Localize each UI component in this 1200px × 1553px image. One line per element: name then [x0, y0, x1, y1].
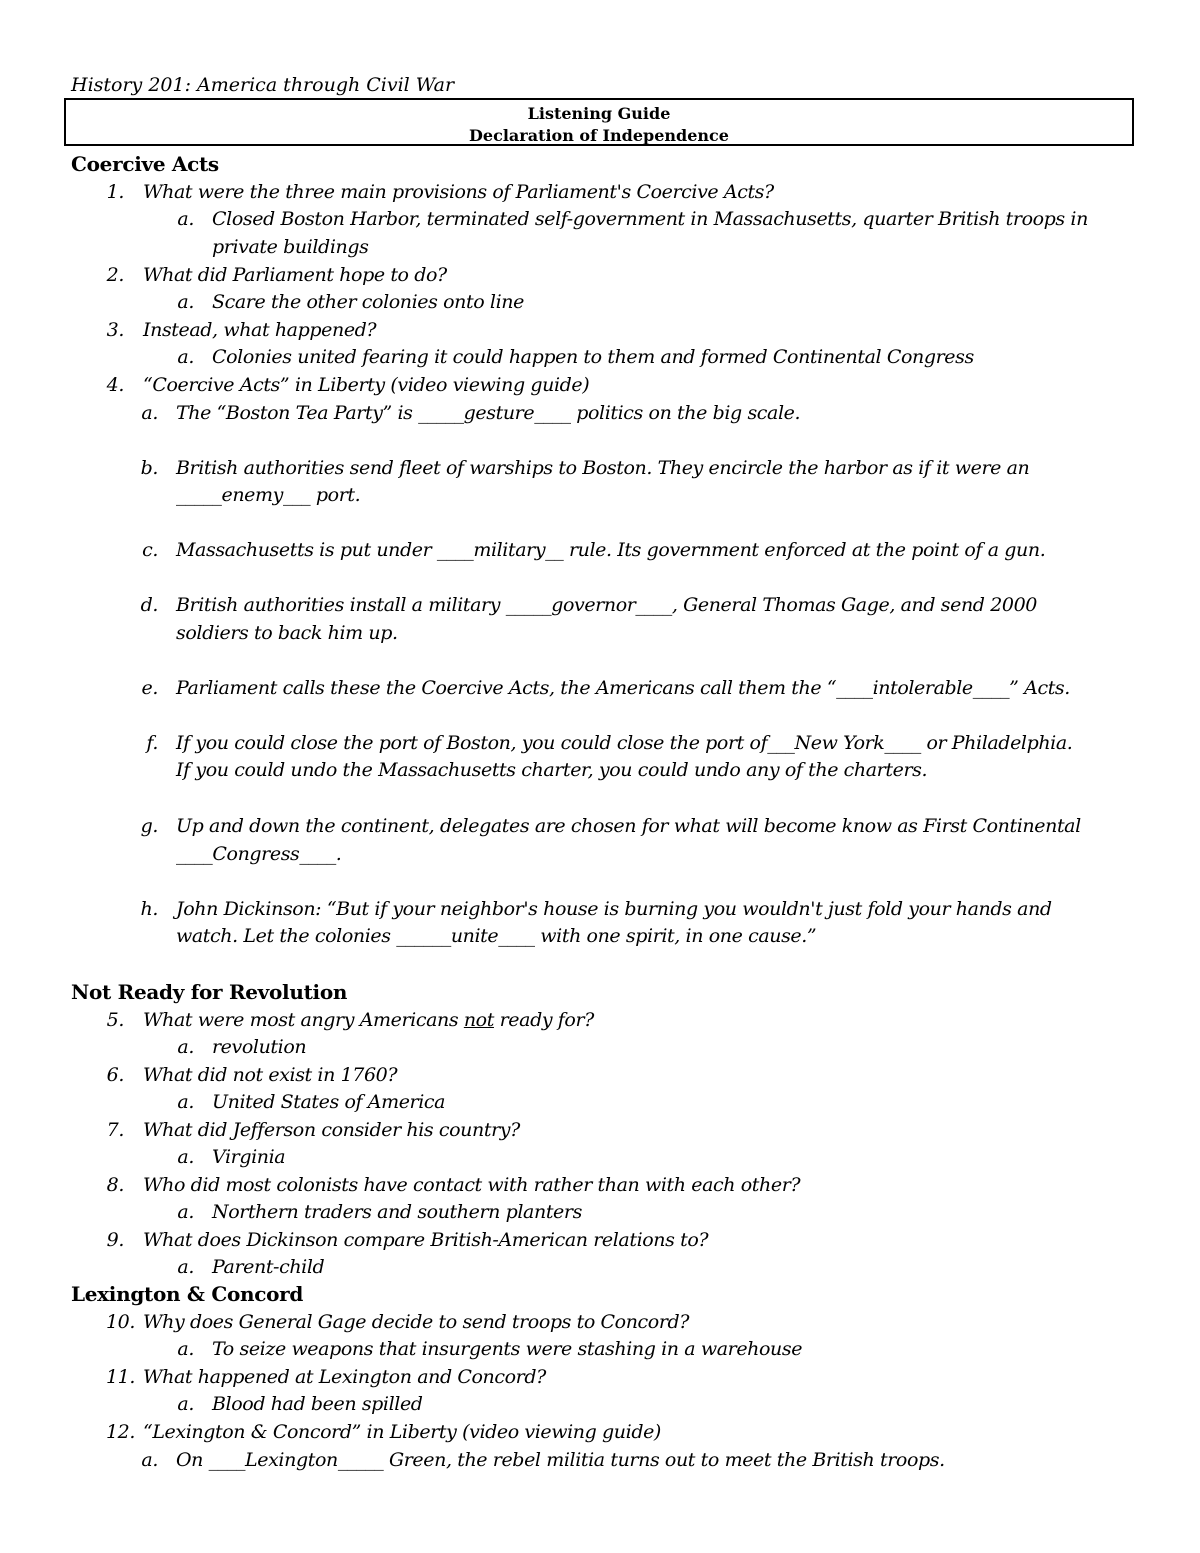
- question-text: [143, 1007, 594, 1033]
- question-text-part: ready for?: [493, 1009, 594, 1031]
- answer-letter: a.: [177, 346, 194, 368]
- section-heading-lexington-concord: Lexington & Concord: [71, 1282, 304, 1306]
- answer-letter: a.: [177, 1091, 194, 1113]
- question-text: What were the three main provisions of Parliament's Coercive Acts?: [143, 181, 774, 203]
- guide-letter: a.: [141, 402, 158, 424]
- guide-letter: e.: [141, 677, 158, 699]
- guide-item-b-continued: _____enemy___ port.: [176, 484, 361, 506]
- answer-letter: a.: [177, 1338, 194, 1360]
- guide-letter: c.: [142, 539, 158, 561]
- question-text: What did Jefferson consider his country?: [143, 1119, 520, 1141]
- answer-letter: a.: [177, 1146, 194, 1168]
- question-number: 3.: [106, 319, 124, 341]
- question-number: 7.: [106, 1119, 124, 1141]
- answer-letter: a.: [177, 291, 194, 313]
- guide-text: British authorities install a military _____governor____, General Thomas Gage, and send 2000: [176, 594, 1037, 616]
- answer-letter: a.: [177, 1201, 194, 1223]
- guide-text: Massachusetts is put under ____military__ rule. Its government enforced at the point of a gun.: [176, 539, 1046, 561]
- question-text: Instead, what happened?: [143, 319, 377, 341]
- answer-letter: a.: [177, 1393, 194, 1415]
- question-number: 12.: [105, 1421, 135, 1443]
- question-number: 6.: [106, 1064, 124, 1086]
- answer-letter: a.: [177, 1036, 194, 1058]
- question-text: What does Dickinson compare British-American relations to?: [143, 1229, 709, 1251]
- answer-1-continued: private buildings: [212, 236, 369, 258]
- guide-letter: a.: [141, 1449, 158, 1471]
- answer-text: Parent-child: [212, 1256, 325, 1278]
- guide-item-f-continued: If you could undo the Massachusetts charter, you could undo any of the charters.: [176, 759, 928, 781]
- guide-text: The “Boston Tea Party” is _____gesture____ politics on the big scale.: [176, 402, 801, 424]
- answer-text: Closed Boston Harbor, terminated self-government in Massachusetts, quarter British troops in: [212, 208, 1088, 230]
- question-number: 4.: [106, 374, 124, 396]
- question-text: “Lexington & Concord” in Liberty (video viewing guide): [143, 1421, 661, 1443]
- guide-letter: d.: [140, 594, 158, 616]
- section-heading-not-ready: Not Ready for Revolution: [71, 980, 348, 1004]
- question-number: 11.: [105, 1366, 135, 1388]
- answer-text: revolution: [212, 1036, 307, 1058]
- question-number: 8.: [106, 1174, 124, 1196]
- guide-text: Parliament calls these the Coercive Acts, the Americans call them the “____intolerable____” Acts.: [176, 677, 1070, 699]
- answer-text: Northern traders and southern planters: [212, 1201, 582, 1223]
- section-heading-coercive-acts: Coercive Acts: [71, 152, 219, 176]
- question-number: 2.: [106, 264, 124, 286]
- guide-text: If you could close the port of Boston, you could close the port of___New York____ or Philadelphia.: [176, 732, 1073, 754]
- answer-text: To seize weapons that insurgents were stashing in a warehouse: [212, 1338, 803, 1360]
- guide-item-h-continued: watch. Let the colonies ______unite____ with one spirit, in one cause.”: [176, 925, 817, 947]
- answer-letter: a.: [177, 208, 194, 230]
- guide-letter: f.: [146, 732, 158, 754]
- answer-text: Virginia: [212, 1146, 286, 1168]
- guide-text: British authorities send fleet of warships to Boston. They encircle the harbor as if it were an: [176, 457, 1030, 479]
- guide-letter: b.: [140, 457, 158, 479]
- course-title: History 201: America through Civil War: [71, 74, 455, 96]
- title-line-2: Declaration of Independence: [469, 126, 729, 145]
- answer-text: United States of America: [212, 1091, 446, 1113]
- guide-text: On ____Lexington_____ Green, the rebel militia turns out to meet the British troops.: [176, 1449, 945, 1471]
- question-text: What did Parliament hope to do?: [143, 264, 447, 286]
- question-text: Why does General Gage decide to send troops to Concord?: [143, 1311, 690, 1333]
- guide-text: John Dickinson: “But if your neighbor's house is burning you wouldn't just fold your hands and: [176, 898, 1052, 920]
- answer-text: Scare the other colonies onto line: [212, 291, 524, 313]
- question-text: Who did most colonists have contact with rather than with each other?: [143, 1174, 801, 1196]
- title-box: [64, 98, 1134, 146]
- answer-text: Colonies united fearing it could happen to them and formed Continental Congress: [212, 346, 974, 368]
- question-number: 10.: [105, 1311, 135, 1333]
- guide-text: Up and down the continent, delegates are chosen for what will become know as First Continental: [176, 815, 1081, 837]
- question-text: What happened at Lexington and Concord?: [143, 1366, 546, 1388]
- guide-item-g-continued: ____Congress____.: [176, 843, 342, 865]
- title-line-1: Listening Guide: [527, 104, 671, 123]
- question-number: 9.: [106, 1229, 124, 1251]
- answer-letter: a.: [177, 1256, 194, 1278]
- underlined-word: not: [463, 1009, 494, 1031]
- question-text: What did not exist in 1760?: [143, 1064, 398, 1086]
- question-text: “Coercive Acts” in Liberty (video viewing guide): [143, 374, 590, 396]
- question-number: 1.: [106, 181, 124, 203]
- answer-text: Blood had been spilled: [212, 1393, 423, 1415]
- question-text-part: What were most angry Americans: [143, 1009, 464, 1031]
- guide-item-d-continued: soldiers to back him up.: [176, 622, 398, 644]
- guide-letter: g.: [140, 815, 158, 837]
- question-number: 5.: [106, 1009, 124, 1031]
- guide-letter: h.: [140, 898, 158, 920]
